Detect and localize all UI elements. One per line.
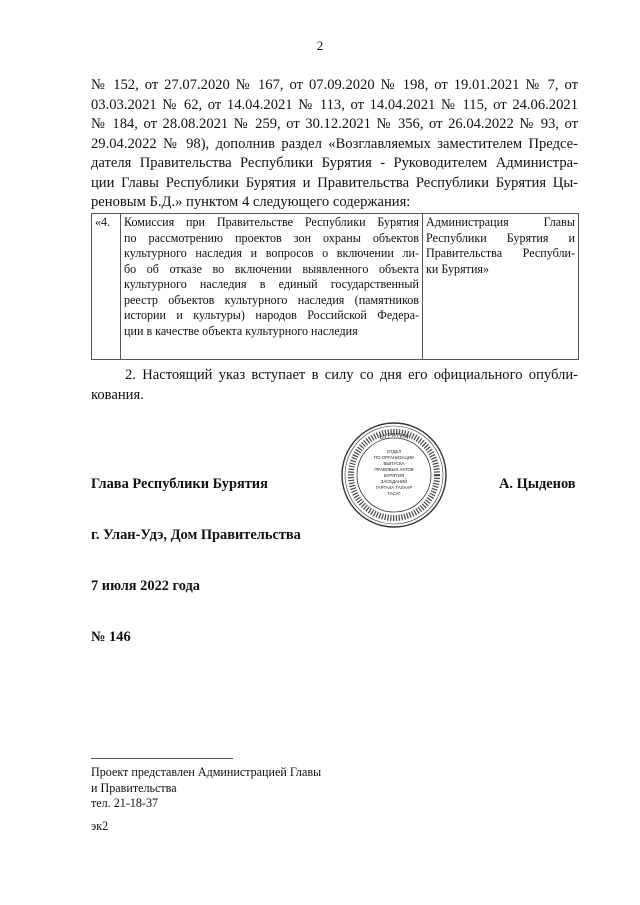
footnote-line: тел. 21-18-37 (91, 796, 159, 810)
seal-center-line: ТАСАГ (387, 491, 401, 496)
commission-cell (121, 214, 423, 360)
footnote-line: и Правительства (91, 780, 177, 795)
signer-name: А. Цыденов (499, 476, 576, 492)
intro-line: № 152, от 27.07.2020 № 167, от 07.09.2020 № 198, от 19.01.2021 № 7, от (91, 77, 578, 93)
commission-line: бо об отказе во включении выявленного объекта (124, 261, 419, 276)
intro-line: реновым Б.Д.» пунктом 4 следующего содержания: (91, 194, 411, 210)
footnote-divider (91, 758, 233, 759)
organization-line: Администрация Главы (426, 215, 575, 229)
page-number: 2 (316, 38, 324, 53)
commission-line: по рассмотрению проектов зон охраны объектов (124, 230, 419, 245)
intro-line: ции Главы Республики Бурятия и Правительства Республики Бурятия Цы- (91, 174, 578, 191)
decree-number: № 146 (91, 629, 131, 645)
seal-center-line: ПО ОРГАНИЗАЦИИ (374, 455, 414, 460)
intro-line: дателя Правительства Республики Бурятия - Руководителем Администра- (91, 155, 578, 171)
seal-center-line: ЗАСЕДАНИЙ (380, 479, 408, 484)
signing-date: 7 июля 2022 года (91, 578, 200, 594)
row-number-cell: «4. (92, 214, 121, 360)
footnote-line: Проект представлен Администрацией Главы (91, 765, 322, 779)
intro-paragraph (91, 76, 578, 213)
intro-line: 29.04.2022 № 98), дополнив раздел «Возглавляемых заместителем Предсе- (91, 135, 578, 152)
commission-table (91, 213, 579, 360)
organization-line: ки Бурятия» (426, 261, 490, 276)
commission-line: ции в качестве объекта культурного наследия (124, 323, 358, 338)
commission-line: культурного наследия и вопросов о включении ли- (124, 246, 419, 260)
commission-line: Комиссия при Правительстве Республики Бурятия (124, 215, 419, 229)
commission-line: культурного наследия в единый государственный (124, 277, 419, 291)
commission-line: истории и культуры) народов Российской Федера- (124, 308, 419, 322)
effective-date-paragraph (91, 365, 578, 405)
official-seal (340, 421, 448, 529)
paragraph-line: кования. (91, 387, 144, 403)
seal-center-line: БУРЯТИЯ (383, 473, 405, 478)
document-code: эк2 (91, 819, 109, 833)
organization-line: Правительства Республи- (426, 246, 575, 260)
seal-center-line: ОТДЕЛ (386, 449, 402, 454)
seal-center-line: ГАРГАХА ТАЛААР (375, 485, 413, 490)
signer-title: Глава Республики Бурятия (91, 476, 268, 492)
intro-line: 03.03.2021 № 62, от 14.04.2021 № 113, от 14.04.2021 № 115, от 24.06.2021 (91, 96, 578, 113)
footnote (91, 765, 321, 812)
seal-center-line: ВЫПУСКА (383, 461, 405, 466)
intro-line: № 184, от 28.08.2021 № 259, от 30.12.2021 № 356, от 26.04.2022 № 93, от (91, 116, 578, 132)
organization-line: Республики Бурятия и (426, 230, 575, 245)
signing-place: г. Улан-Удэ, Дом Правительства (91, 527, 301, 543)
organization-cell (423, 214, 579, 360)
seal-center-line: ПРАВОВЫХ АКТОВ (374, 467, 414, 472)
commission-line: реестр объектов культурного наследия (памятников (124, 292, 419, 307)
table-row (92, 214, 579, 360)
seal-ring-text: БУРЯТИЯ (378, 432, 409, 442)
paragraph-line: 2. Настоящий указ вступает в силу со дня его официального опубли- (125, 367, 578, 383)
